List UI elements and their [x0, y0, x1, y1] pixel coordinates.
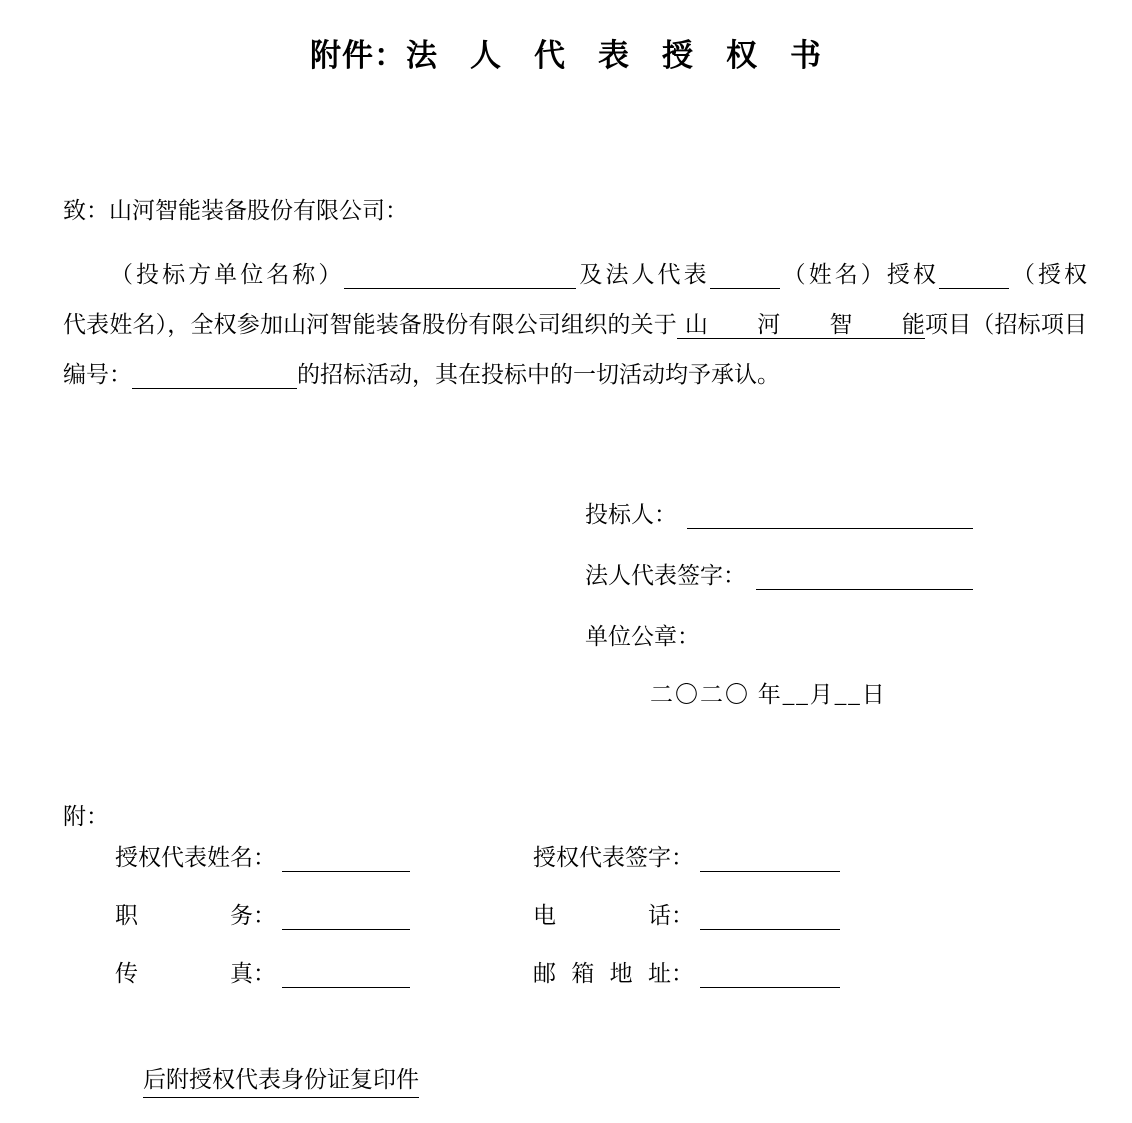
attachment-row: [115, 839, 1132, 897]
company-seal-line: [585, 618, 973, 651]
paragraph-text: 的招标活动，其在投标中的一切活动均予承认。: [297, 362, 780, 387]
paragraph-line: [63, 350, 1087, 400]
attachment-heading: 附：: [63, 804, 109, 829]
position-field-colon: ：: [253, 903, 276, 928]
label-char: 姓: [207, 845, 230, 870]
label-char: 邮: [533, 961, 556, 986]
attachment-footer-text: 后附授权代表身份证复印件: [143, 1061, 419, 1098]
paragraph-text: 编号：: [63, 362, 132, 387]
paragraph-text: （投标方单位名称）: [110, 262, 345, 287]
body-paragraph: [63, 250, 1087, 400]
authorized-rep-signature-field-label: [533, 839, 671, 872]
document-title: 附件：法 人 代 表 授 权 书: [310, 38, 822, 73]
bidder-line-label: 投标人：: [585, 502, 677, 527]
email-address-field-blank: [700, 961, 840, 988]
signature-block: [585, 496, 1132, 651]
label-char: 址: [647, 961, 671, 986]
authorized-rep-name-field-label: [115, 839, 253, 872]
legal-rep-name-blank: [710, 262, 780, 289]
paragraph-line: [63, 300, 1087, 350]
company-seal-line-label: 单位公章：: [585, 624, 700, 649]
fax-field-colon: ：: [253, 961, 276, 986]
label-char: 权: [556, 845, 579, 870]
salutation-line: 致：山河智能装备股份有限公司：: [63, 198, 408, 223]
paragraph-text: 代表姓名），全权参加山河智能装备股份有限公司组织的关于: [63, 312, 677, 337]
paragraph-text: 及法人代表: [576, 262, 710, 287]
bidder-line-blank: [687, 502, 973, 529]
fax-field-blank: [282, 961, 410, 988]
position-field: [115, 897, 533, 930]
paragraph-text: 项目（招标项目: [924, 312, 1088, 337]
authorized-person-blank: [939, 262, 1009, 289]
label-char: 表: [602, 845, 625, 870]
label-char: 代: [579, 845, 602, 870]
paragraph-line: [63, 250, 1087, 300]
label-char: 授: [115, 845, 138, 870]
attachment-footer-note: [143, 1061, 1132, 1098]
company-name-blank: [344, 262, 576, 289]
label-char: 名: [230, 845, 253, 870]
label-char: 授: [533, 845, 556, 870]
phone-field: [533, 897, 840, 930]
label-char: 职: [115, 903, 138, 928]
label-char: 代: [161, 845, 184, 870]
authorized-rep-name-field: [115, 839, 533, 872]
fax-field-label: [115, 955, 253, 988]
position-field-blank: [282, 903, 410, 930]
label-char: 字: [648, 845, 671, 870]
label-char: 箱: [571, 961, 595, 986]
tender-number-blank: [132, 362, 297, 389]
email-address-field-label: [533, 955, 671, 988]
position-field-label: [115, 897, 253, 930]
label-char: 传: [115, 961, 138, 986]
paragraph-text: （姓名）授权: [779, 262, 939, 287]
label-char: 签: [625, 845, 648, 870]
authorized-rep-name-field-blank: [282, 845, 410, 872]
paragraph-text: （授权: [1008, 262, 1088, 287]
project-name-blank: 山河智能: [677, 312, 925, 339]
label-char: 电: [533, 903, 556, 928]
authorized-rep-signature-field: [533, 839, 840, 872]
authorized-rep-signature-field-blank: [700, 845, 840, 872]
attachment-rows: [115, 839, 1132, 1013]
authorized-rep-signature-field-colon: ：: [671, 845, 694, 870]
authorized-rep-name-field-colon: ：: [253, 845, 276, 870]
label-char: 话: [648, 903, 671, 928]
label-char: 务: [230, 903, 253, 928]
label-char: 真: [230, 961, 253, 986]
email-address-field-colon: ：: [671, 961, 694, 986]
legal-rep-signature-line: [585, 557, 973, 590]
label-char: 地: [609, 961, 633, 986]
label-char: 权: [138, 845, 161, 870]
bidder-line: [585, 496, 973, 529]
phone-field-colon: ：: [671, 903, 694, 928]
attachment-row: [115, 955, 1132, 1013]
label-char: 表: [184, 845, 207, 870]
date-line: 二〇二〇 年__月__日: [650, 682, 887, 707]
phone-field-blank: [700, 903, 840, 930]
phone-field-label: [533, 897, 671, 930]
attachment-row: [115, 897, 1132, 955]
email-address-field: [533, 955, 840, 988]
legal-rep-signature-line-label: 法人代表签字：: [585, 563, 746, 588]
legal-rep-signature-line-blank: [756, 563, 973, 590]
fax-field: [115, 955, 533, 988]
